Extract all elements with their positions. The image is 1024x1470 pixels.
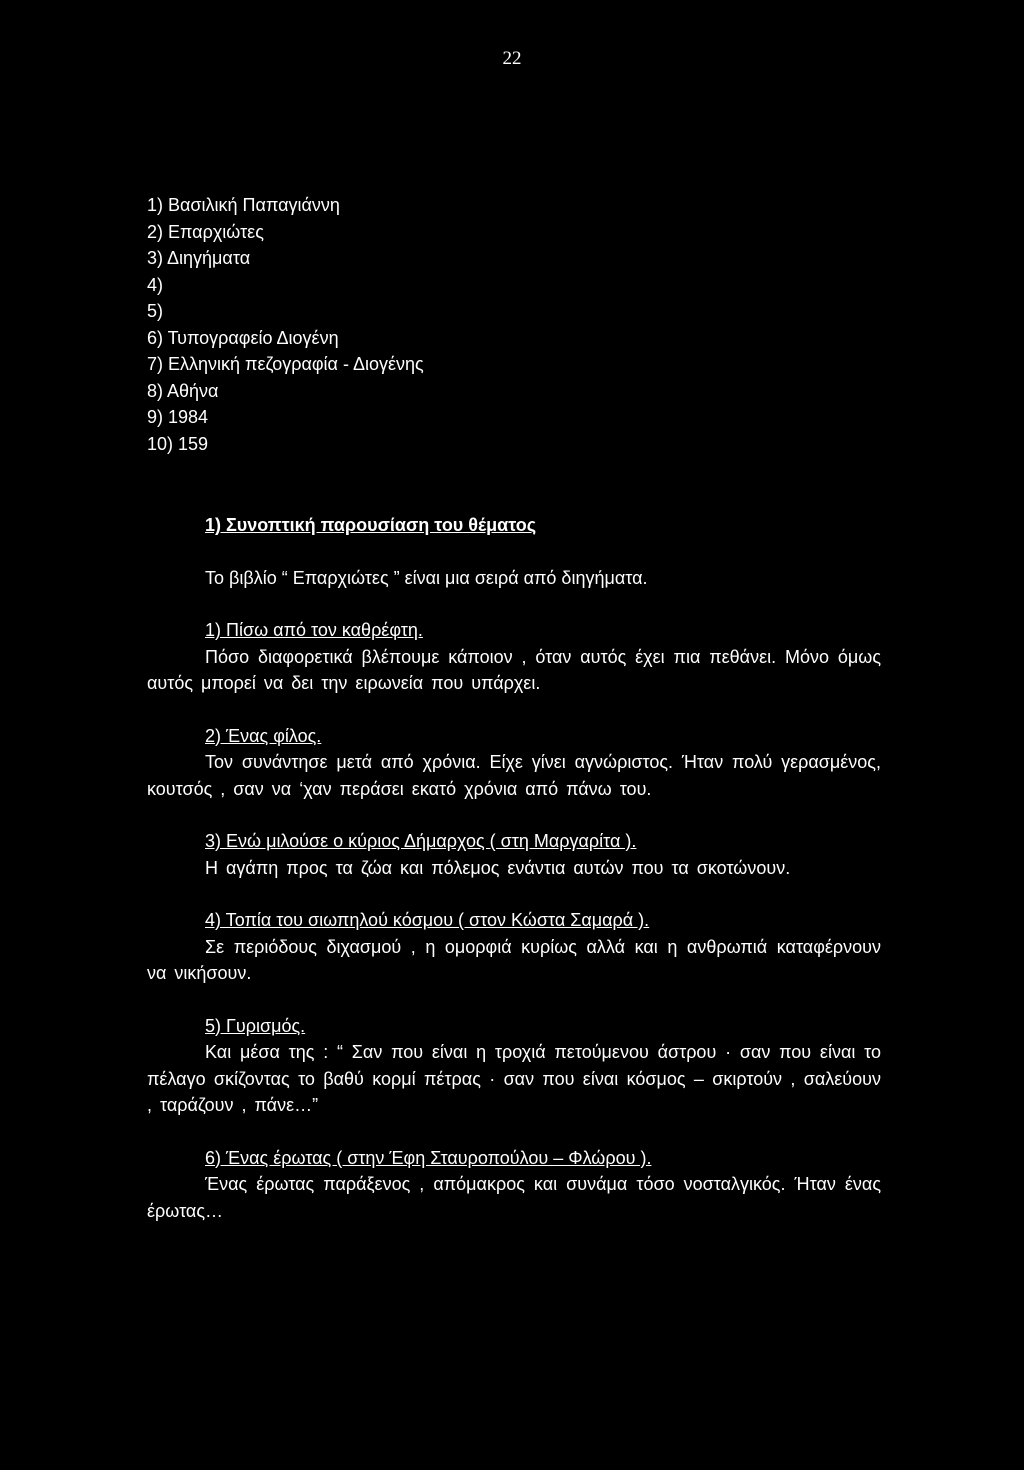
story-description: Και μέσα της : “ Σαν που είναι η τροχιά πετούμενου άστρου · σαν που είναι το πέλαγο σκίζοντας το βαθύ κορμί πέτρας · σαν που είναι κόσμος – σκιρτούν , σαλεύουν , ταράζουν , πάνε…”: [147, 1042, 881, 1115]
list-item: 6) Τυπογραφείο Διογένη: [147, 327, 339, 348]
story-title: 5) Γυρισμός.: [205, 1015, 306, 1036]
story-description: Πόσο διαφορετικά βλέπουμε κάποιον , όταν αυτός έχει πια πεθάνει. Μόνο όμως αυτός μπορεί να δει την ειρωνεία που υπάρχει.: [147, 646, 881, 693]
story-title: 6) Ένας έρωτας ( στην Έφη Σταυροπούλου – Φλώρου ).: [205, 1147, 652, 1168]
list-item: 4): [147, 274, 164, 295]
story-description: Η αγάπη προς τα ζώα και πόλεμος ενάντια αυτών που τα σκοτώνουν.: [205, 857, 791, 878]
story-description: Τον συνάντησε μετά από χρόνια. Είχε γίνει αγνώριστος. Ήταν πολύ γερασμένος, κουτσός , σαν να ‘χαν περάσει εκατό χρόνια από πάνω του.: [147, 752, 881, 799]
intro-paragraph: Το βιβλίο “ Επαρχιώτες ” είναι μια σειρά από διηγήματα.: [205, 567, 648, 588]
story-section: [147, 1013, 881, 1119]
story-section: [147, 828, 881, 881]
summary-content: [147, 512, 881, 1224]
story-title: 3) Ενώ μιλούσε ο κύριος Δήμαρχος ( στη Μαργαρίτα ).: [205, 831, 637, 851]
list-item: 7) Ελληνική πεζογραφία - Διογένης: [147, 354, 424, 374]
story-title: 2) Ένας φίλος.: [205, 725, 322, 746]
story-description: Σε περιόδους διχασμού , η ομορφιά κυρίως αλλά και η ανθρωπιά καταφέρνουν να νικήσουν.: [147, 936, 881, 983]
list-item: 2) Επαρχιώτες: [147, 221, 264, 242]
list-item: 10) 159: [147, 433, 209, 454]
story-title: 4) Τοπία του σιωπηλού κόσμου ( στον Κώστα Σαμαρά ).: [205, 910, 650, 930]
list-item: 3) Διηγήματα: [147, 248, 251, 268]
section-heading: 1) Συνοπτική παρουσίαση του θέματος: [205, 515, 537, 535]
story-section: [147, 1145, 881, 1225]
list-item: 1) Βασιλική Παπαγιάννη: [147, 195, 340, 215]
list-item: 8) Αθήνα: [147, 380, 219, 401]
story-section: [147, 617, 881, 697]
story-title: 1) Πίσω από τον καθρέφτη.: [205, 620, 423, 640]
bibliographic-list: [147, 192, 424, 457]
list-item: 5): [147, 301, 164, 321]
story-section: [147, 907, 881, 987]
story-section: [147, 723, 881, 803]
page-number: 22: [502, 48, 522, 69]
list-item: 9) 1984: [147, 407, 209, 427]
story-description: Ένας έρωτας παράξενος , απόμακρος και συνάμα τόσο νοσταλγικός. Ήταν ένας έρωτας…: [147, 1174, 881, 1221]
